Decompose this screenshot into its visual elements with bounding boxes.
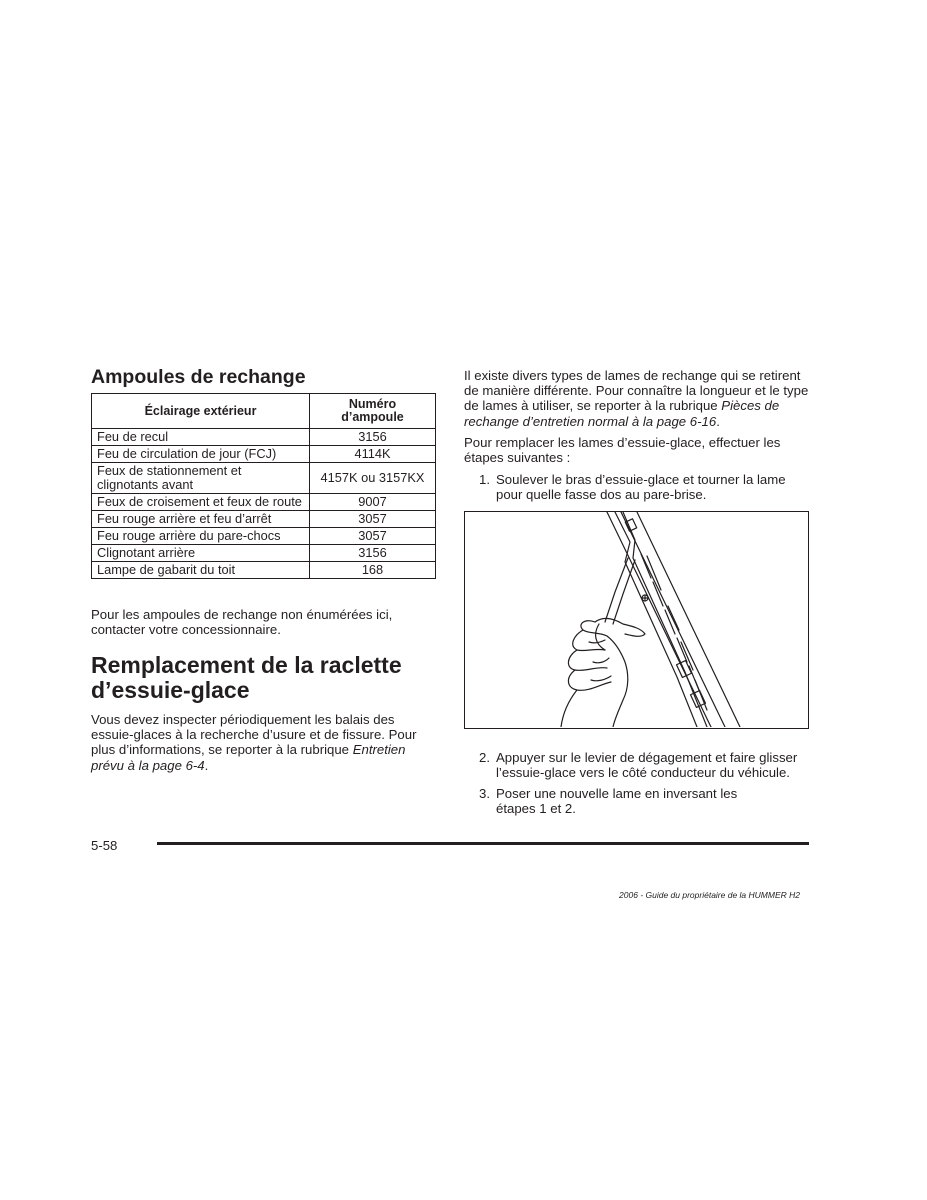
table-row bbox=[92, 494, 436, 511]
guide-title: 2006 - Guide du propriétaire de la HUMMER H2 bbox=[619, 890, 800, 900]
table-header-lighting: Éclairage extérieur bbox=[92, 394, 310, 429]
table-header-bulb-number: Numéro d’ampoule bbox=[310, 394, 436, 429]
types-link[interactable]: Pièces de rechange d’entretien normal à la page 6-16 bbox=[464, 398, 780, 429]
wiper-heading-line1: Remplacement de la raclette bbox=[91, 652, 402, 678]
table-cell-number: 3057 bbox=[310, 511, 436, 528]
table-cell-label: Clignotant arrière bbox=[92, 545, 310, 562]
page-number: 5-58 bbox=[91, 838, 118, 853]
step-number: 3. bbox=[479, 786, 490, 801]
step-1 bbox=[464, 472, 810, 502]
step-text: Appuyer sur le levier de dégagement et faire glisser l’essuie-glace vers le côté conducteur du véhicule. bbox=[496, 750, 798, 781]
wiper-illustration bbox=[464, 511, 809, 729]
table-row bbox=[92, 463, 436, 494]
inspect-link[interactable]: Entretien prévu à la page 6-4 bbox=[91, 742, 406, 773]
table-row bbox=[92, 511, 436, 528]
step-text: Poser une nouvelle lame en inversant les étapes 1 et 2. bbox=[496, 786, 738, 817]
step-2 bbox=[464, 750, 810, 780]
table-row bbox=[92, 446, 436, 463]
wiper-heading-line2: d’essuie-glace bbox=[91, 677, 250, 703]
table-cell-label: Feu rouge arrière du pare-chocs bbox=[92, 528, 310, 545]
bulbs-heading: Ampoules de rechange bbox=[91, 366, 306, 388]
step-3 bbox=[464, 786, 810, 816]
types-end: . bbox=[716, 413, 720, 429]
table-cell-number: 4114K bbox=[310, 446, 436, 463]
bulbs-note: Pour les ampoules de rechange non énumérées ici, contacter votre concessionnaire. bbox=[91, 607, 393, 638]
table-cell-number: 168 bbox=[310, 562, 436, 579]
types-text: Il existe divers types de lames de rechange qui se retirent de manière différente. Pour connaître la longueur et le type de lames à utiliser, se reporter à la rubrique bbox=[464, 368, 809, 414]
inspect-text: Vous devez inspecter périodiquement les balais des essuie-glaces à la recherche d’usure et de fissure. Pour plus d’informations, se reporter à la rubrique bbox=[91, 712, 417, 758]
steps-intro: Pour remplacer les lames d’essuie-glace, effectuer les étapes suivantes : bbox=[464, 435, 781, 466]
types-paragraph bbox=[464, 368, 810, 429]
table-header-row bbox=[92, 394, 436, 429]
inspect-paragraph bbox=[91, 712, 436, 773]
table-cell-label: Feux de croisement et feux de route bbox=[92, 494, 310, 511]
table-row bbox=[92, 429, 436, 446]
table-cell-label: Feux de stationnement et clignotants avant bbox=[92, 463, 310, 494]
table-row bbox=[92, 562, 436, 579]
footer-rule bbox=[157, 842, 809, 845]
step-text: Soulever le bras d’essuie-glace et tourner la lame pour quelle fasse dos au pare-brise. bbox=[496, 472, 786, 503]
table-cell-label: Feu rouge arrière et feu d’arrêt bbox=[92, 511, 310, 528]
table-cell-label: Lampe de gabarit du toit bbox=[92, 562, 310, 579]
wiper-heading bbox=[91, 653, 436, 703]
table-cell-label: Feu de circulation de jour (FCJ) bbox=[92, 446, 310, 463]
inspect-end: . bbox=[204, 757, 209, 773]
table-cell-number: 3156 bbox=[310, 429, 436, 446]
step-number: 2. bbox=[479, 750, 490, 765]
table-cell-number: 9007 bbox=[310, 494, 436, 511]
table-cell-label: Feu de recul bbox=[92, 429, 310, 446]
table-cell-number: 3156 bbox=[310, 545, 436, 562]
table-row bbox=[92, 528, 436, 545]
table-cell-number: 4157K ou 3157KX bbox=[310, 463, 436, 494]
table-cell-number: 3057 bbox=[310, 528, 436, 545]
table-row bbox=[92, 545, 436, 562]
step-number: 1. bbox=[479, 472, 490, 487]
wiper-drawing bbox=[465, 512, 807, 727]
bulbs-table bbox=[91, 393, 436, 579]
